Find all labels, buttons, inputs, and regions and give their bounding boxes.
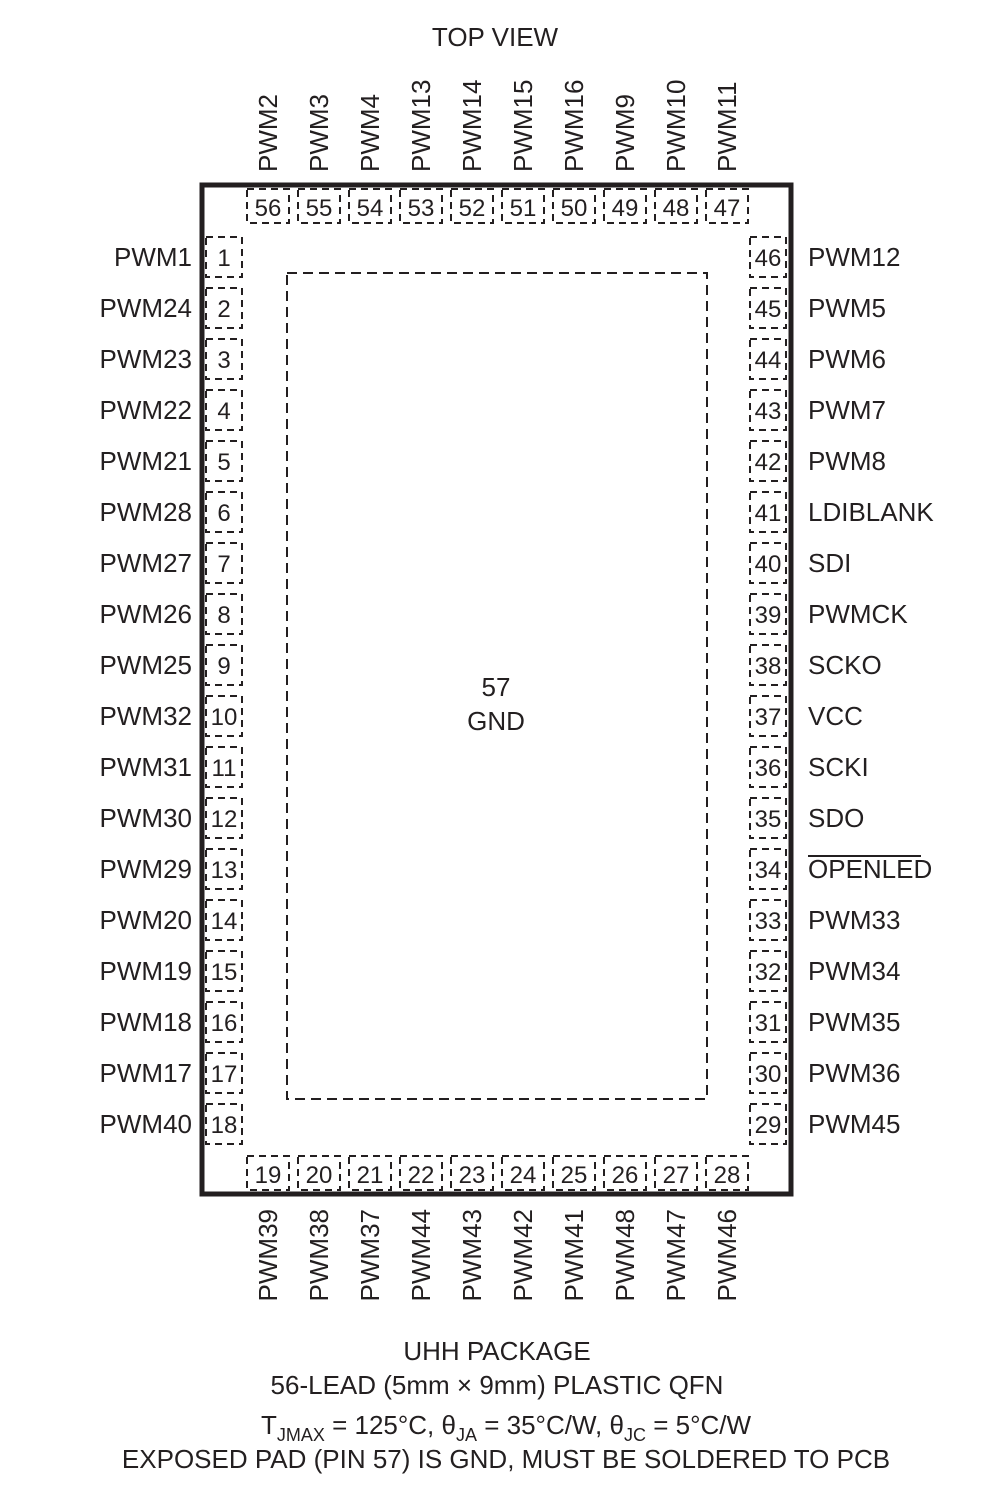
pin-number: 25 <box>560 1162 588 1189</box>
pin-label: PWM24 <box>99 293 192 323</box>
pin-label: PWM35 <box>808 1007 901 1037</box>
pin-label: PWM13 <box>406 79 436 172</box>
top-pin-group <box>247 80 748 223</box>
pin-label: PWM5 <box>808 293 886 323</box>
pin-label: PWM18 <box>99 1007 192 1037</box>
pin-number: 21 <box>356 1162 384 1189</box>
pin-number: 43 <box>754 398 782 425</box>
pin-label: PWM14 <box>457 79 487 172</box>
pin-number: 14 <box>210 908 238 935</box>
pin-number: 47 <box>713 195 741 222</box>
pin-number: 17 <box>210 1061 238 1088</box>
pin-label: PWM39 <box>253 1209 283 1302</box>
pin-number: 41 <box>754 500 782 527</box>
pin-number: 15 <box>210 959 238 986</box>
pin-label: PWM31 <box>99 752 192 782</box>
pin-number: 48 <box>662 195 690 222</box>
pin-number: 12 <box>210 806 238 833</box>
pin-label: SCKI <box>808 752 869 782</box>
pin-number: 28 <box>713 1162 741 1189</box>
pin-number: 4 <box>217 398 231 425</box>
pin-label: PWM20 <box>99 905 192 935</box>
thermal-spec <box>261 1410 752 1445</box>
pin-label: PWM4 <box>355 94 385 172</box>
pin-number: 49 <box>611 195 639 222</box>
pin-label: PWM36 <box>808 1058 901 1088</box>
pin-number: 20 <box>305 1162 333 1189</box>
theta-jc-symbol: θ <box>609 1410 624 1440</box>
pin-label: LDIBLANK <box>808 497 934 527</box>
exposed-pad-number: 57 <box>481 672 511 702</box>
pin-label: PWM26 <box>99 599 192 629</box>
pin-number: 19 <box>254 1162 282 1189</box>
pin-label: PWM1 <box>114 242 192 272</box>
pin-number: 39 <box>754 602 782 629</box>
package-name: UHH PACKAGE <box>403 1336 591 1366</box>
pin-number: 2 <box>217 296 231 323</box>
pin-label: PWM41 <box>559 1209 589 1302</box>
pin-label: VCC <box>808 701 863 731</box>
pin-number: 27 <box>662 1162 690 1189</box>
pin-label: PWM22 <box>99 395 192 425</box>
pin-number: 32 <box>754 959 782 986</box>
pin-number: 33 <box>754 908 782 935</box>
pin-number: 29 <box>754 1112 782 1139</box>
tjmax-value: = 125°C, <box>324 1410 442 1440</box>
pin-label: PWM21 <box>99 446 192 476</box>
pin-number: 53 <box>407 195 435 222</box>
pin-label: PWM10 <box>661 79 691 172</box>
theta-jc-subscript: JC <box>623 1425 646 1445</box>
pin-number: 6 <box>217 500 231 527</box>
theta-ja-value: = 35°C/W, <box>477 1410 610 1440</box>
pin-number: 23 <box>458 1162 486 1189</box>
pin-label: PWM32 <box>99 701 192 731</box>
view-label: TOP VIEW <box>431 22 559 52</box>
pin-number: 5 <box>217 449 231 476</box>
pin-number: 16 <box>210 1010 238 1037</box>
bottom-pin-group <box>247 1156 748 1301</box>
pin-number: 54 <box>356 195 384 222</box>
pin-label: PWM42 <box>508 1209 538 1302</box>
pin-label: PWM48 <box>610 1209 640 1302</box>
pin-number: 42 <box>754 449 782 476</box>
pin-number: 11 <box>211 755 237 782</box>
pin-label: PWM7 <box>808 395 886 425</box>
pin-label: PWM8 <box>808 446 886 476</box>
pin-number: 30 <box>754 1061 782 1088</box>
pin-label: PWM27 <box>99 548 192 578</box>
pin-label: PWM34 <box>808 956 901 986</box>
pin-number: 36 <box>754 755 782 782</box>
pin-label: PWM28 <box>99 497 192 527</box>
pin-label: PWM30 <box>99 803 192 833</box>
pin-label: PWM40 <box>99 1109 192 1139</box>
pin-number: 31 <box>754 1010 782 1037</box>
tjmax-symbol: T <box>260 1410 277 1440</box>
pin-number: 22 <box>407 1162 435 1189</box>
pin-number: 24 <box>509 1162 537 1189</box>
theta-jc-value: = 5°C/W <box>645 1410 752 1440</box>
pin-number: 3 <box>217 347 231 374</box>
pin-number: 7 <box>217 551 231 578</box>
pin-label: PWM3 <box>304 94 334 172</box>
pin-label: PWM9 <box>610 94 640 172</box>
pin-label: PWMCK <box>808 599 908 629</box>
pin-number: 35 <box>754 806 782 833</box>
pin-number: 18 <box>210 1112 238 1139</box>
pin-number: 13 <box>210 857 238 884</box>
right-pin-group <box>750 237 934 1144</box>
tjmax-subscript: JMAX <box>276 1425 325 1445</box>
pin-number: 1 <box>217 245 231 272</box>
pin-label: SDI <box>808 548 852 578</box>
pin-number: 9 <box>217 653 231 680</box>
pin-label: PWM45 <box>808 1109 901 1139</box>
pin-number: 34 <box>754 857 782 884</box>
pin-label: PWM46 <box>712 1209 742 1302</box>
package-description: 56-LEAD (5mm × 9mm) PLASTIC QFN <box>270 1370 724 1400</box>
pin-label: PWM16 <box>559 79 589 172</box>
pin-number: 38 <box>754 653 782 680</box>
theta-ja-subscript: JA <box>455 1425 478 1445</box>
pin-number: 10 <box>210 704 238 731</box>
pin-number: 40 <box>754 551 782 578</box>
pin-number: 44 <box>754 347 782 374</box>
pin-number: 55 <box>305 195 333 222</box>
pin-label: PWM19 <box>99 956 192 986</box>
left-pin-group <box>100 237 242 1144</box>
exposed-pad-note: EXPOSED PAD (PIN 57) IS GND, MUST BE SOLDERED TO PCB <box>121 1444 891 1474</box>
pin-label: PWM38 <box>304 1209 334 1302</box>
pin-label: SDO <box>808 803 865 833</box>
pin-label: PWM37 <box>355 1209 385 1302</box>
pin-number: 50 <box>560 195 588 222</box>
pin-label: PWM25 <box>99 650 192 680</box>
pin-label: PWM29 <box>99 854 192 884</box>
pin-label: PWM6 <box>808 344 886 374</box>
pin-number: 56 <box>254 195 282 222</box>
pin-label: PWM33 <box>808 905 901 935</box>
pin-label: PWM15 <box>508 79 538 172</box>
pin-number: 8 <box>217 602 231 629</box>
pin-label: SCKO <box>808 650 882 680</box>
pin-label: PWM12 <box>808 242 901 272</box>
pin-label: PWM17 <box>99 1058 192 1088</box>
pin-number: 45 <box>754 296 782 323</box>
pin-number: 37 <box>754 704 782 731</box>
pin-label: PWM11 <box>712 81 742 172</box>
exposed-pad-name: GND <box>467 706 525 736</box>
pin-label-active-low: OPENLED <box>808 854 933 884</box>
theta-ja-symbol: θ <box>441 1410 456 1440</box>
pin-label: PWM47 <box>661 1209 691 1302</box>
pin-label: PWM43 <box>457 1209 487 1302</box>
pin-label: PWM44 <box>406 1209 436 1302</box>
pin-number: 52 <box>458 195 486 222</box>
pin-label: PWM23 <box>99 344 192 374</box>
pin-label: PWM2 <box>253 94 283 172</box>
pin-number: 51 <box>509 195 537 222</box>
pin-number: 26 <box>611 1162 639 1189</box>
pin-number: 46 <box>754 245 782 272</box>
